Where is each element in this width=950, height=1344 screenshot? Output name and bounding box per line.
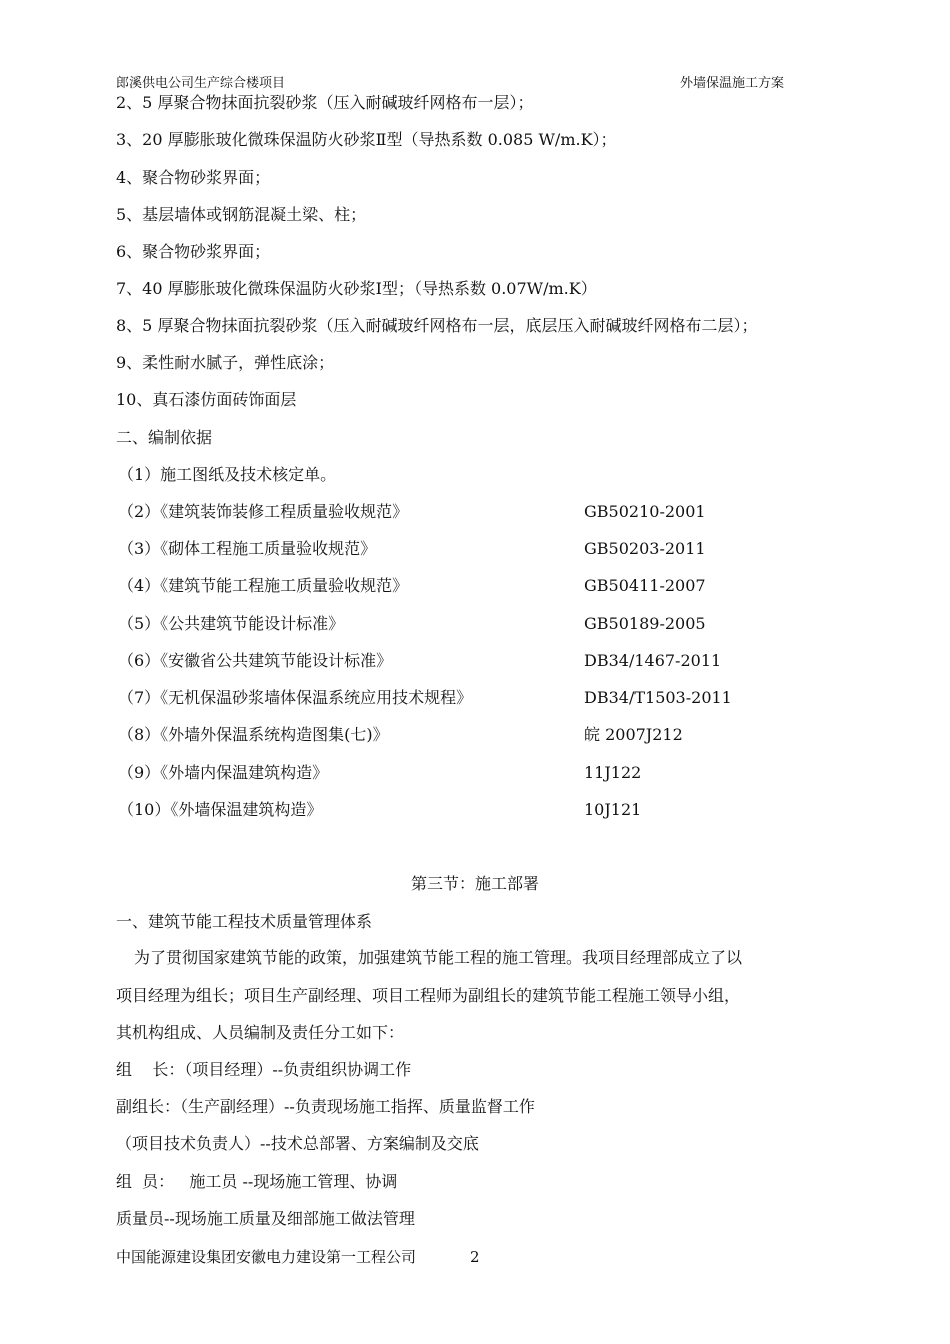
layer-item: 6、聚合物砂浆界面； — [116, 242, 271, 261]
basis-item-title: （2）《建筑装饰装修工程质量验收规范》 — [118, 502, 409, 521]
basis-item-title: （7）《无机保温砂浆墙体保温系统应用技术规程》 — [118, 688, 473, 707]
basis-item-code: GB50203-2011 — [584, 539, 706, 558]
paragraph-line: 为了贯彻国家建筑节能的政策，加强建筑节能工程的施工管理。我项目经理部成立了以 — [134, 948, 743, 967]
section-title: 第三节：施工部署 — [410, 874, 539, 893]
basis-item-title: （8）《外墙外保温系统构造图集(七)》 — [118, 725, 389, 744]
role-line: 副组长：（生产副经理）--负责现场施工指挥、质量监督工作 — [116, 1097, 535, 1116]
layer-item: 5、基层墙体或钢筋混凝土梁、柱； — [116, 205, 367, 224]
page-header-project: 郎溪供电公司生产综合楼项目 — [116, 76, 286, 91]
page-header-doc-title: 外墙保温施工方案 — [680, 76, 785, 91]
section-subheading: 一、建筑节能工程技术质量管理体系 — [116, 912, 373, 931]
role-line: 质量员--现场施工质量及细部施工做法管理 — [116, 1209, 415, 1228]
basis-item-code: GB50189-2005 — [584, 614, 706, 633]
page-number: 2 — [470, 1248, 480, 1266]
layer-item: 7、40 厚膨胀玻化微珠保温防火砂浆Ⅰ型；（导热系数 0.07W/m.K） — [116, 279, 597, 298]
basis-item-title: （9）《外墙内保温建筑构造》 — [118, 763, 329, 782]
layer-item: 2、5 厚聚合物抹面抗裂砂浆（压入耐碱玻纤网格布一层）； — [116, 93, 534, 112]
role-line: （项目技术负责人）--技术总部署、方案编制及交底 — [116, 1134, 479, 1153]
basis-item-code: 11J122 — [584, 763, 642, 782]
paragraph-line: 项目经理为组长；项目生产副经理、项目工程师为副组长的建筑节能工程施工领导小组， — [116, 986, 741, 1005]
role-line: 组 长：（项目经理）--负责组织协调工作 — [116, 1060, 412, 1079]
basis-item: （1）施工图纸及技术核定单。 — [118, 465, 337, 484]
basis-item-code: DB34/1467-2011 — [584, 651, 722, 670]
paragraph-line: 其机构组成、人员编制及责任分工如下： — [116, 1023, 405, 1042]
basis-item-title: （6）《安徽省公共建筑节能设计标准》 — [118, 651, 393, 670]
basis-item-code: 10J121 — [584, 800, 642, 819]
layer-item: 4、聚合物砂浆界面； — [116, 168, 271, 187]
layer-item: 8、5 厚聚合物抹面抗裂砂浆（压入耐碱玻纤网格布一层，底层压入耐碱玻纤网格布二层）； — [116, 316, 758, 335]
basis-heading: 二、编制依据 — [116, 428, 213, 447]
layer-item: 9、柔性耐水腻子，弹性底涂； — [116, 353, 335, 372]
footer-company: 中国能源建设集团安徽电力建设第一工程公司 — [116, 1248, 417, 1266]
layer-item: 10、真石漆仿面砖饰面层 — [116, 390, 297, 409]
basis-item-title: （4）《建筑节能工程施工质量验收规范》 — [118, 576, 409, 595]
basis-item-code: GB50411-2007 — [584, 576, 706, 595]
layer-item: 3、20 厚膨胀玻化微珠保温防火砂浆Ⅱ型（导热系数 0.085 W/m.K）； — [116, 130, 617, 149]
basis-item-title: （10）《外墙保温建筑构造》 — [118, 800, 323, 819]
role-line: 组 员： 施工员 --现场施工管理、协调 — [116, 1172, 398, 1191]
basis-item-title: （3）《砌体工程施工质量验收规范》 — [118, 539, 377, 558]
basis-item-title: （5）《公共建筑节能设计标准》 — [118, 614, 345, 633]
basis-item-code: GB50210-2001 — [584, 502, 706, 521]
basis-item-code: 皖 2007J212 — [584, 725, 683, 744]
basis-item-code: DB34/T1503-2011 — [584, 688, 732, 707]
